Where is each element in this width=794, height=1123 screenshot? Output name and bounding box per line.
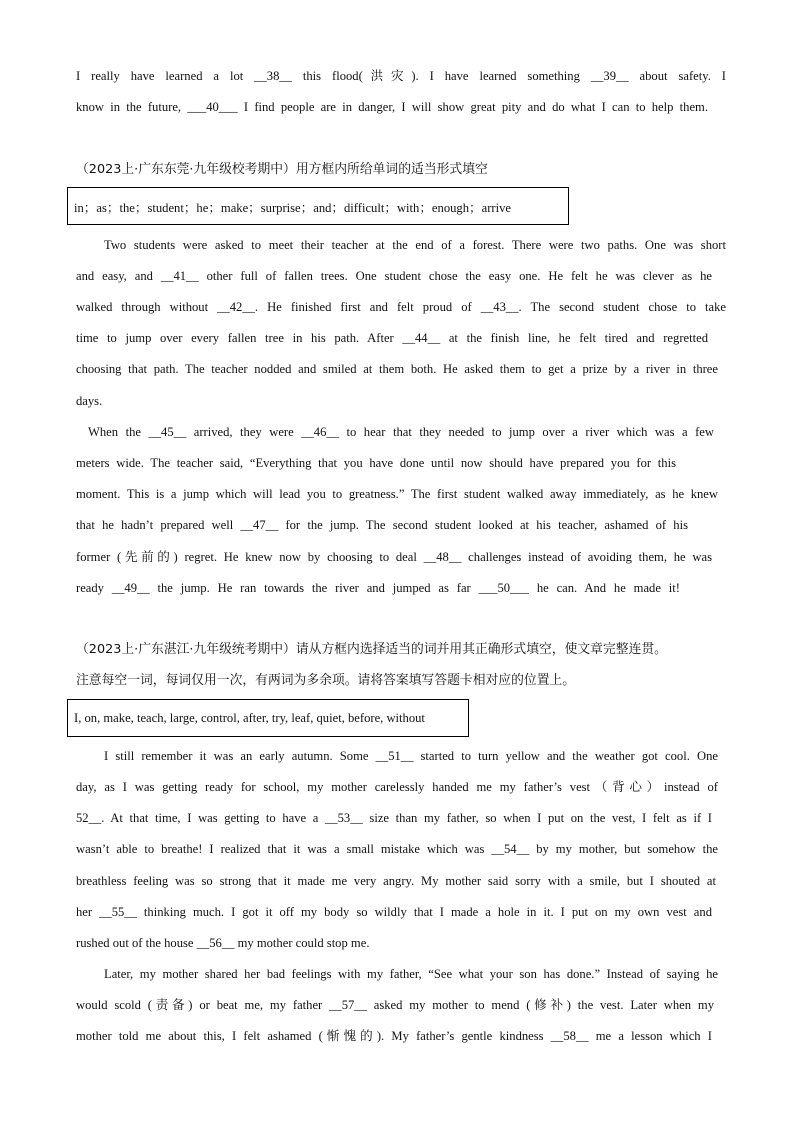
question-heading: （2023上·广东湛江·九年级统考期中）请从方框内选择适当的词并用其正确形式填空，使文章完整连贯。 bbox=[76, 642, 667, 657]
question-heading: （2023上·广东东莞·九年级校考期中）用方框内所给单词的适当形式填空 bbox=[76, 162, 488, 177]
text-line: rushed out of the house __56__ my mother could stop me. bbox=[76, 936, 370, 950]
text-line: When the __45__ arrived, they were __46__ to hear that they needed to jump over a river which was a few bbox=[88, 425, 714, 439]
text-line: I really have learned a lot __38__ this flood(洪灾). I have learned something __39__ about safety. I bbox=[76, 69, 726, 83]
text-line: meters wide. The teacher said, “Everything that you have done until now should have prepared you for this bbox=[76, 456, 676, 470]
question-heading: 注意每空一词，每词仅用一次，有两词为多余项。请将答案填写答题卡相对应的位置上。 bbox=[76, 673, 576, 688]
text-line: moment. This is a jump which will lead you to greatness.” The first student walked away immediately, as he knew bbox=[76, 487, 718, 501]
text-line: choosing that path. The teacher nodded and smiled at them both. He asked them to get a prize by a river in three bbox=[76, 362, 718, 376]
text-line: her __55__ thinking much. I got it off my body so wildly that I made a hole in it. I put on my own vest and bbox=[76, 905, 712, 919]
text-line: breathless feeling was so strong that it made me very angry. My mother said sorry with a smile, but I shouted at bbox=[76, 874, 716, 888]
word-box-text: in；as；the；student；he；make；surprise；and；difficult；with；enough；arrive bbox=[74, 200, 511, 215]
text-line: wasn’t able to breathe! I realized that it was a small mistake which was __54__ by my mother, but somehow the bbox=[76, 842, 718, 856]
text-line: Later, my mother shared her bad feelings with my father, “See what your son has done.” Instead of saying he bbox=[104, 967, 718, 981]
word-box-text: I, on, make, teach, large, control, after, try, leaf, quiet, before, without bbox=[74, 710, 425, 725]
text-line: former (先前的) regret. He knew now by choosing to deal __48__ challenges instead of avoiding them, he was bbox=[76, 550, 712, 564]
text-line: that he hadn’t prepared well __47__ for the jump. The second student looked at his teacher, ashamed of his bbox=[76, 518, 688, 532]
text-line: mother told me about this, I felt ashamed (惭愧的). My father’s gentle kindness __58__ me a lesson which I bbox=[76, 1029, 712, 1043]
text-line: 52__. At that time, I was getting to have a __53__ size than my father, so when I put on the vest, I felt as if I bbox=[76, 811, 712, 825]
text-line: would scold (责备) or beat me, my father __57__ asked my mother to mend (修补) the vest. Later when my bbox=[76, 998, 714, 1012]
word-box bbox=[67, 699, 469, 737]
text-line: day, as I was getting ready for school, my mother carelessly handed me my father’s vest（背心）instead of bbox=[76, 780, 718, 794]
text-line: days. bbox=[76, 394, 103, 408]
text-line: know in the future, ___40___ I find people are in danger, I will show great pity and do what I can to help them. bbox=[76, 100, 708, 114]
text-line: Two students were asked to meet their teacher at the end of a forest. There were two paths. One was short bbox=[104, 238, 726, 252]
word-box bbox=[67, 187, 569, 225]
text-line: time to jump over every fallen tree in his path. After __44__ at the finish line, he felt tired and regretted bbox=[76, 331, 708, 345]
text-line: ready __49__ the jump. He ran towards the river and jumped as far ___50___ he can. And he made it! bbox=[76, 581, 680, 595]
text-line: I still remember it was an early autumn. Some __51__ started to turn yellow and the weather got cool. One bbox=[104, 749, 718, 763]
text-line: walked through without __42__. He finished first and felt proud of __43__. The second student chose to take bbox=[76, 300, 726, 314]
text-line: and easy, and __41__ other full of fallen trees. One student chose the easy one. He felt he was clever as he bbox=[76, 269, 712, 283]
